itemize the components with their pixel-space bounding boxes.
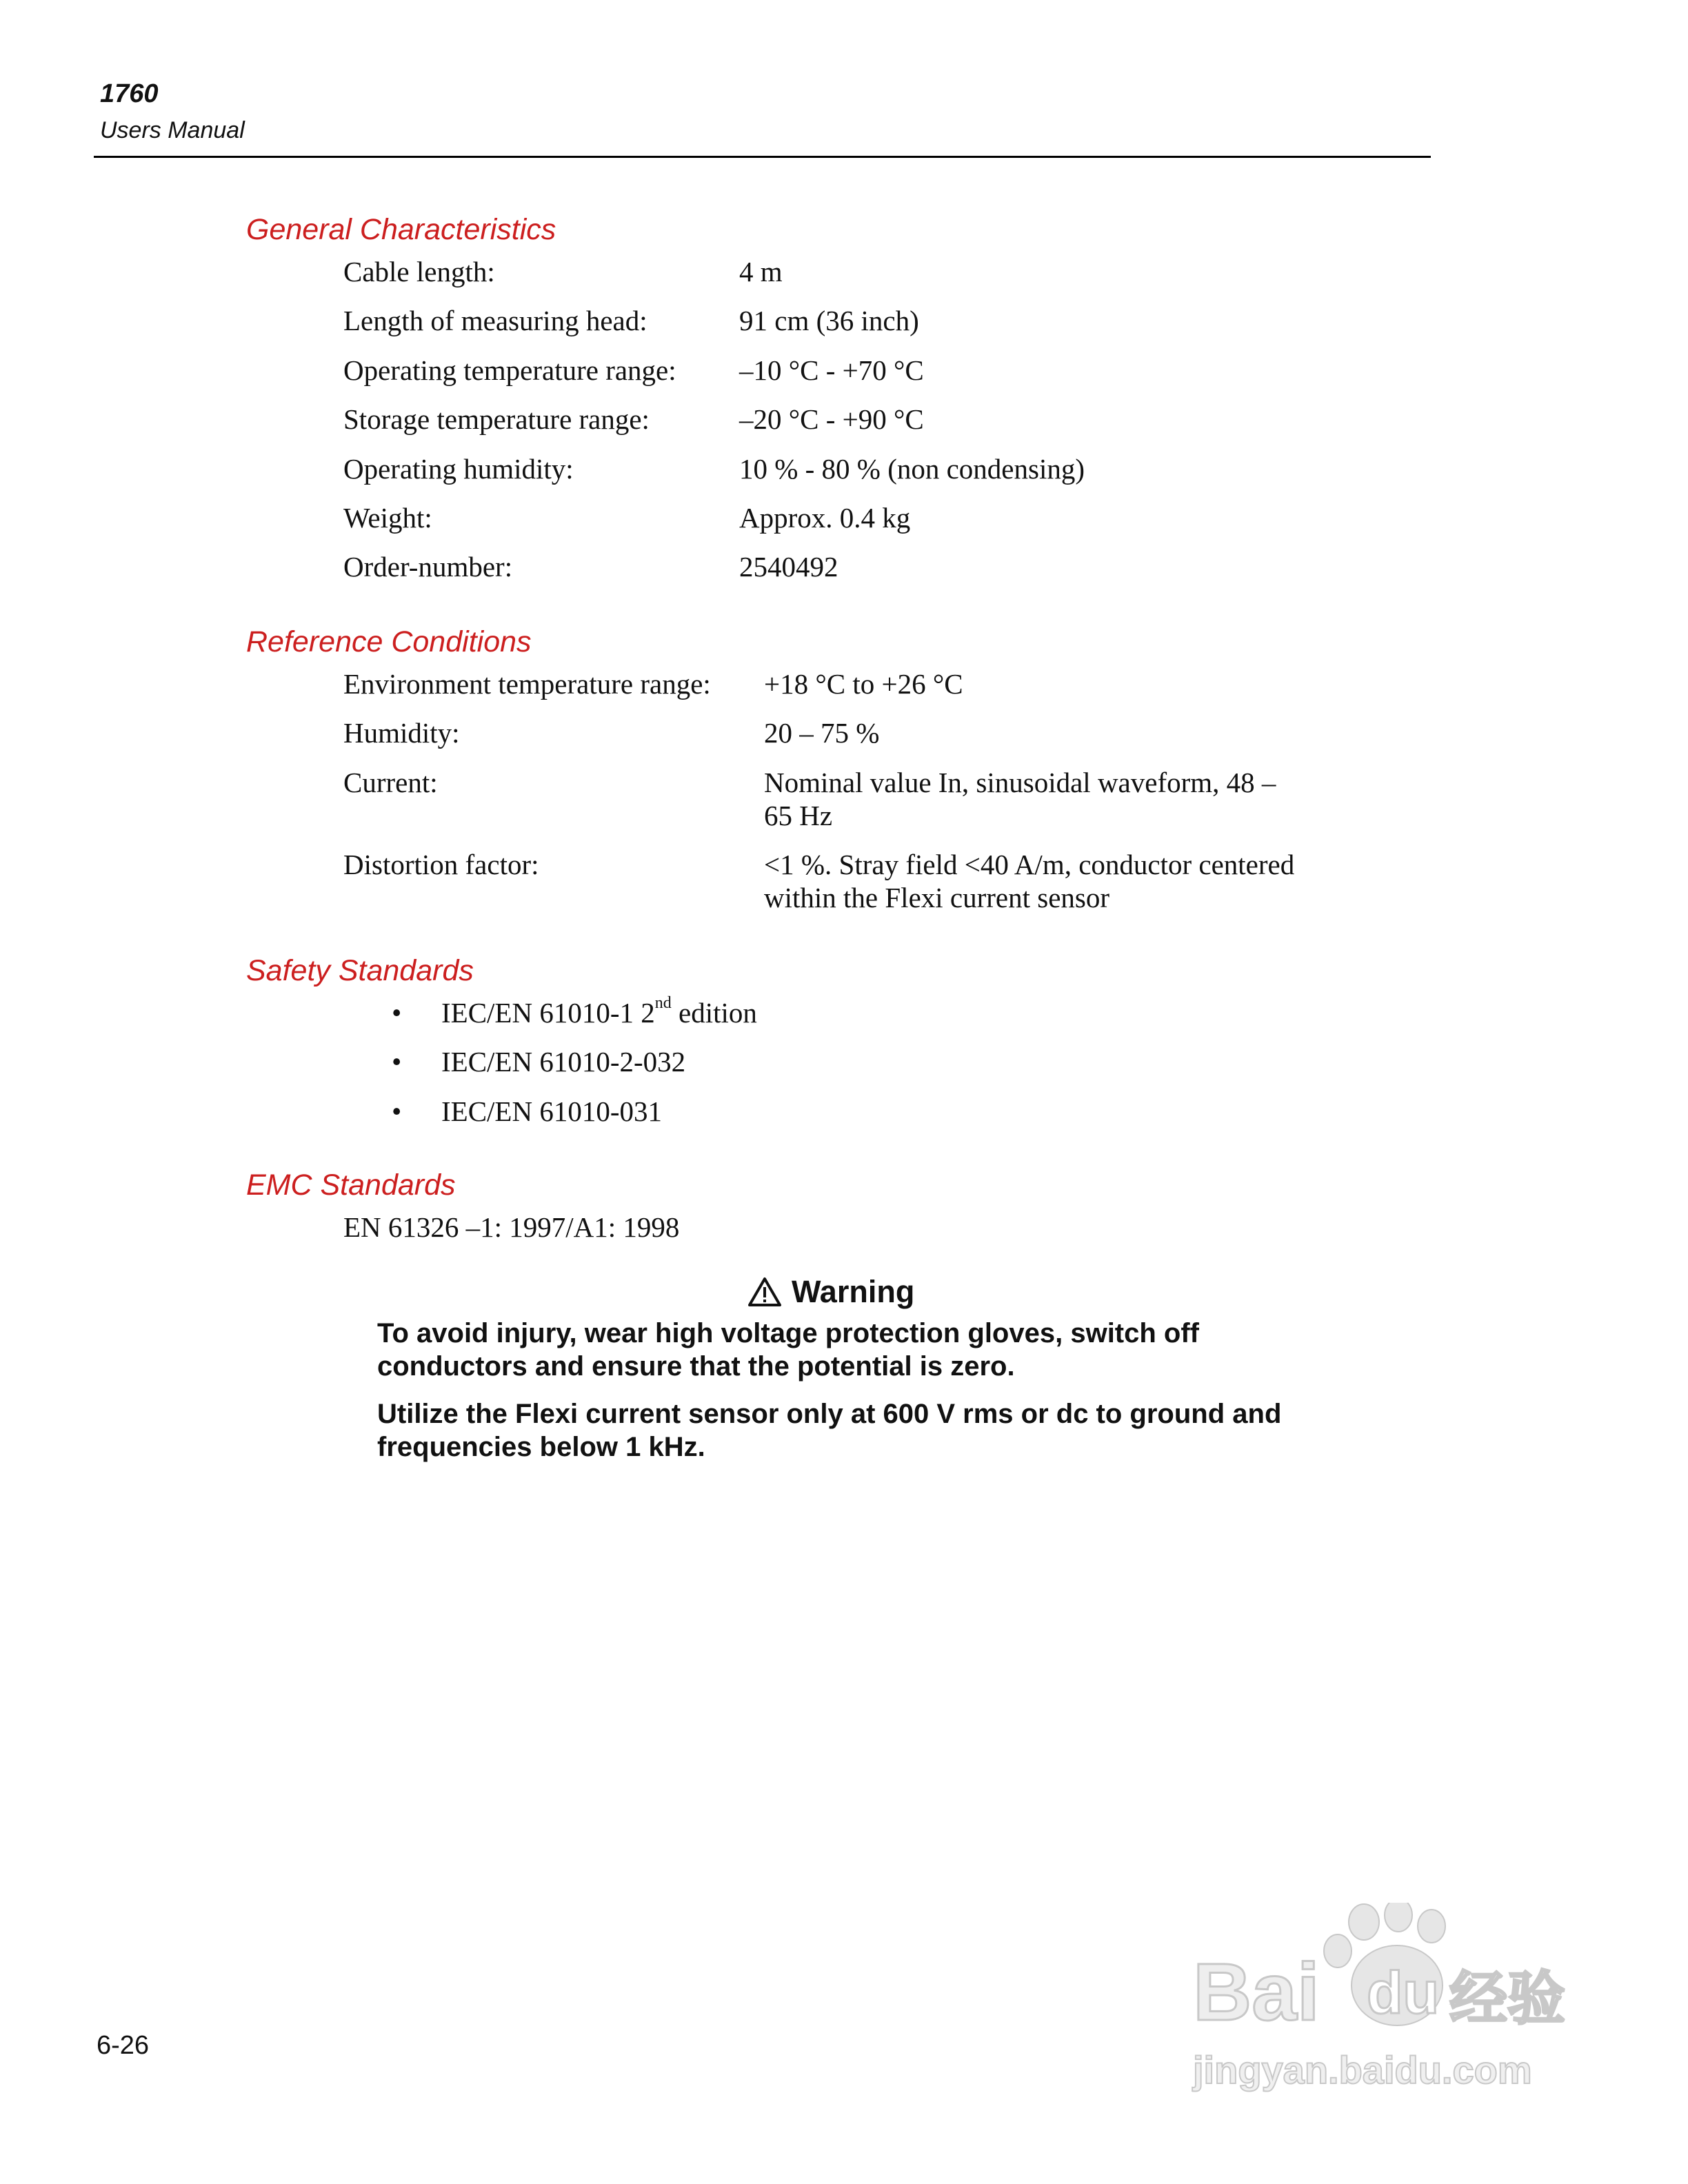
safety-standard-item: IEC/EN 61010-031 (441, 1095, 662, 1127)
watermark-url: jingyan.baidu.com (1193, 2048, 1532, 2092)
spec-value: 91 cm (36 inch) (739, 305, 919, 336)
manual-model-number: 1760 (100, 79, 159, 108)
ref-value: +18 °C to +26 °C (764, 668, 963, 700)
spec-value: 10 % - 80 % (non condensing) (739, 453, 1085, 485)
spec-label: Length of measuring head: (343, 305, 647, 336)
ref-label: Environment temperature range: (343, 668, 711, 700)
safety-standard-item: IEC/EN 61010-2-032 (441, 1046, 686, 1078)
bullet: • (392, 997, 402, 1029)
ref-value: 20 – 75 % (764, 717, 880, 749)
bullet: • (392, 1046, 402, 1078)
spec-value: –10 °C - +70 °C (739, 354, 924, 386)
warning-heading (747, 1273, 914, 1311)
ref-value-continued: within the Flexi current sensor (764, 882, 1110, 913)
general-characteristics-heading: General Characteristics (246, 213, 556, 246)
page-number: 6-26 (97, 2031, 150, 2060)
watermark-brand: Bai (1193, 1947, 1320, 2038)
ref-label: Distortion factor: (343, 849, 539, 880)
spec-value: –20 °C - +90 °C (739, 403, 924, 435)
reference-conditions-heading: Reference Conditions (246, 625, 532, 658)
emc-standards-heading: EMC Standards (246, 1169, 456, 1202)
bullet: • (392, 1095, 402, 1127)
watermark-brand-paw: du (1367, 1960, 1440, 2026)
safety-standard-item: IEC/EN 61010-1 2nd edition (441, 994, 757, 1029)
warning-paragraph: To avoid injury, wear high voltage protection gloves, switch off conductors and ensure that the potential is zero. (377, 1318, 1199, 1382)
safety-standards-heading: Safety Standards (246, 954, 474, 987)
watermark-brand-cn: 经验 (1449, 1965, 1566, 2032)
emc-standard-text: EN 61326 –1: 1997/A1: 1998 (343, 1211, 680, 1243)
spec-label: Order-number: (343, 551, 513, 583)
spec-label: Weight: (343, 502, 432, 534)
spec-value: 2540492 (739, 551, 838, 583)
warning-title: Warning (792, 1274, 915, 1309)
header-rule (94, 156, 1431, 158)
warning-triangle-icon (747, 1277, 782, 1307)
spec-value: 4 m (739, 256, 783, 287)
ref-value: Nominal value In, sinusoidal waveform, 48 – (764, 767, 1276, 798)
ref-value-continued: 65 Hz (764, 800, 833, 831)
spec-label: Storage temperature range: (343, 403, 650, 435)
manual-title: Users Manual (100, 117, 245, 143)
spec-label: Cable length: (343, 256, 495, 287)
spec-value: Approx. 0.4 kg (739, 502, 911, 534)
spec-label: Operating temperature range: (343, 354, 676, 386)
ref-label: Humidity: (343, 717, 460, 749)
spec-label: Operating humidity: (343, 453, 574, 485)
ref-value: <1 %. Stray field <40 A/m, conductor centered (764, 849, 1295, 880)
ref-label: Current: (343, 767, 438, 798)
warning-paragraph: Utilize the Flexi current sensor only at 600 V rms or dc to ground and frequencies below 1 kHz. (377, 1399, 1282, 1462)
baidu-jingyan-watermark (1179, 1903, 1579, 2103)
